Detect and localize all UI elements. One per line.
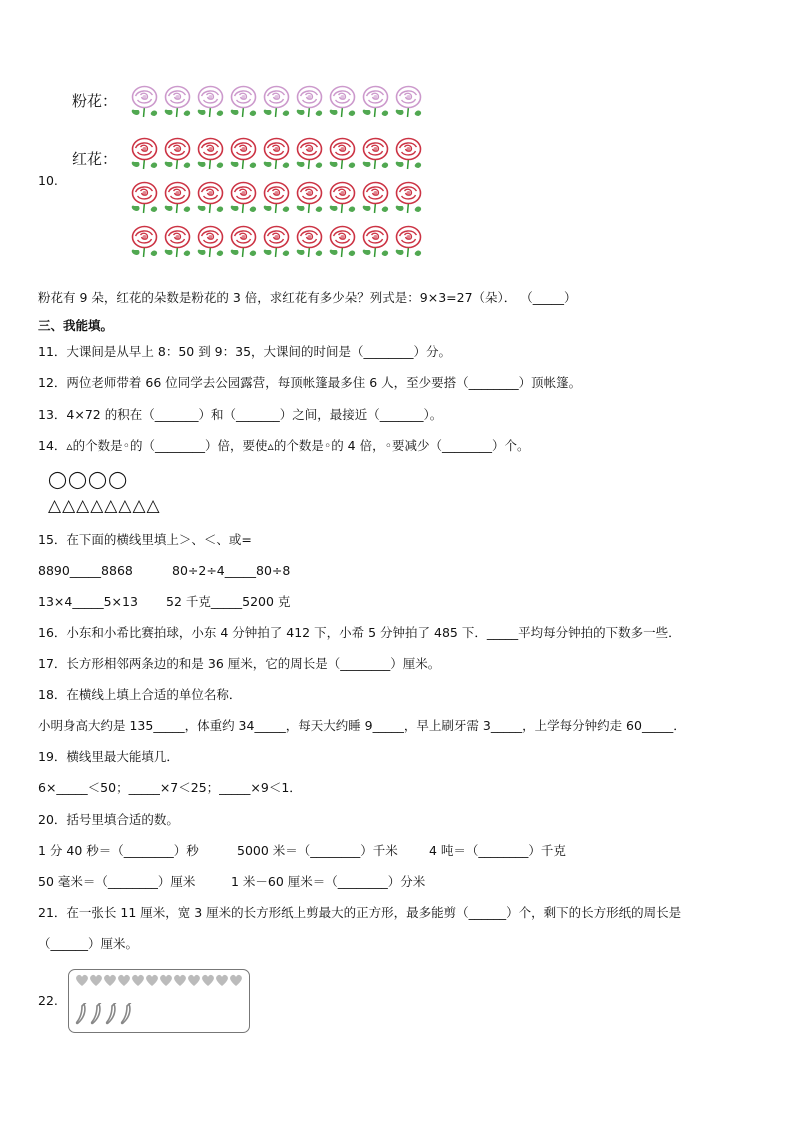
q20-line1c: 4 吨＝（________）千克	[429, 843, 566, 858]
rose-flower-icon	[293, 136, 326, 170]
rose-flower-icon	[227, 136, 260, 170]
rose-flower-icon	[260, 84, 293, 118]
q18-line: 小明身高大约是 135_____，体重约 34_____，每天大约睡 9_____，早上刷牙需 3_____，上学每分钟约走 60_____．	[38, 718, 686, 733]
rose-flower-icon	[260, 180, 293, 214]
q12-text: 12．两位老师带着 66 位同学去公园露营，每顶帐篷最多住 6 人，至少要搭（________）顶帐篷。	[38, 375, 582, 390]
pink-flower-label: 粉花：	[72, 92, 118, 110]
rose-flower-icon	[359, 180, 392, 214]
q15-compare-1b: 80÷2÷4_____80÷8	[172, 563, 291, 578]
leaf-heart-icon	[89, 973, 103, 987]
q22-number: 22.	[38, 993, 58, 1008]
rose-flower-icon	[359, 136, 392, 170]
pepper-icon	[120, 1003, 134, 1025]
rose-flower-icon	[326, 136, 359, 170]
rose-flower-icon	[293, 84, 326, 118]
red-flower-label: 红花：	[72, 150, 118, 168]
pepper-icon	[105, 1003, 119, 1025]
rose-flower-icon	[161, 84, 194, 118]
leaf-heart-icon	[187, 973, 201, 987]
rose-flower-icon	[227, 180, 260, 214]
q11-text: 11．大课间是从早上 8：50 到 9：35，大课间的时间是（________）分。	[38, 344, 452, 359]
q15-compare-2b: 52 千克_____5200 克	[166, 594, 291, 609]
q16-text: 16．小东和小希比赛拍球，小东 4 分钟拍了 412 下，小希 5 分钟拍了 485 下．_____平均每分钟拍的下数多一些．	[38, 625, 681, 640]
pepper-icon	[75, 1003, 89, 1025]
red-flower-row	[128, 224, 425, 258]
rose-flower-icon	[194, 136, 227, 170]
leaf-heart-icon	[159, 973, 173, 987]
q13-text: 13．4×72 的积在（_______）和（_______）之间，最接近（_______）。	[38, 407, 443, 422]
leaf-heart-icon	[103, 973, 117, 987]
q19-text: 19．横线里最大能填几．	[38, 749, 179, 764]
leaf-heart-icon	[131, 973, 145, 987]
rose-flower-icon	[293, 224, 326, 258]
q15-compare-1a: 8890_____8868	[38, 563, 133, 578]
q15-text: 15．在下面的横线里填上＞、＜、或=	[38, 532, 252, 547]
section-heading: 三、我能填。	[38, 318, 114, 333]
leaf-heart-icon	[229, 973, 243, 987]
rose-flower-icon	[128, 84, 161, 118]
leaf-heart-icon	[173, 973, 187, 987]
q10-number: 10.	[38, 173, 58, 188]
red-flower-row	[128, 136, 425, 170]
rose-flower-icon	[293, 180, 326, 214]
rose-flower-icon	[128, 180, 161, 214]
q17-text: 17．长方形相邻两条边的和是 36 厘米，它的周长是（________）厘米。	[38, 656, 441, 671]
q20-line1b: 5000 米＝（________）千米	[237, 843, 398, 858]
q22-picture-box	[68, 969, 250, 1033]
q14-text: 14．▵的个数是◦的（________）倍，要使▵的个数是◦的 4 倍，◦要减少（________）个。	[38, 438, 530, 453]
rose-flower-icon	[392, 84, 425, 118]
rose-flower-icon	[128, 136, 161, 170]
rose-flower-icon	[392, 136, 425, 170]
circle-shapes: ◯◯◯◯	[48, 470, 129, 490]
rose-flower-icon	[392, 224, 425, 258]
leaf-heart-icon	[75, 973, 89, 987]
leaf-heart-icon	[117, 973, 131, 987]
rose-flower-icon	[161, 224, 194, 258]
rose-flower-icon	[227, 84, 260, 118]
rose-flower-icon	[359, 224, 392, 258]
q20-line2a: 50 毫米＝（________）厘米	[38, 874, 196, 889]
red-flower-row	[128, 180, 425, 214]
triangle-shapes: △△△△△△△△	[48, 496, 161, 516]
rose-flower-icon	[359, 84, 392, 118]
leaf-heart-icon	[145, 973, 159, 987]
leaf-heart-icon	[201, 973, 215, 987]
rose-flower-icon	[392, 180, 425, 214]
rose-flower-icon	[128, 224, 161, 258]
rose-flower-icon	[260, 136, 293, 170]
q19-line: 6×_____＜50；_____×7＜25；_____×9＜1．	[38, 780, 302, 795]
pepper-icon	[90, 1003, 104, 1025]
rose-flower-icon	[326, 180, 359, 214]
q20-line1a: 1 分 40 秒＝（________）秒	[38, 843, 199, 858]
rose-flower-icon	[194, 224, 227, 258]
rose-flower-icon	[194, 180, 227, 214]
rose-flower-icon	[326, 224, 359, 258]
rose-flower-icon	[161, 136, 194, 170]
pink-flower-row	[128, 84, 425, 118]
q21-line1: 21．在一张长 11 厘米，宽 3 厘米的长方形纸上剪最大的正方形，最多能剪（______）个，剩下的长方形纸的周长是	[38, 905, 682, 920]
rose-flower-icon	[326, 84, 359, 118]
rose-flower-icon	[161, 180, 194, 214]
q15-compare-2a: 13×4_____5×13	[38, 594, 138, 609]
rose-flower-icon	[260, 224, 293, 258]
rose-flower-icon	[227, 224, 260, 258]
q20-line2b: 1 米－60 厘米＝（________）分米	[231, 874, 426, 889]
q20-text: 20．括号里填合适的数。	[38, 812, 179, 827]
rose-flower-icon	[194, 84, 227, 118]
q10-text: 粉花有 9 朵，红花的朵数是粉花的 3 倍，求红花有多少朵？列式是：9×3=27（朵）． （_____）	[38, 290, 577, 305]
q18-text: 18．在横线上填上合适的单位名称．	[38, 687, 242, 702]
leaf-heart-icon	[215, 973, 229, 987]
q21-line2: （______）厘米。	[38, 936, 139, 951]
